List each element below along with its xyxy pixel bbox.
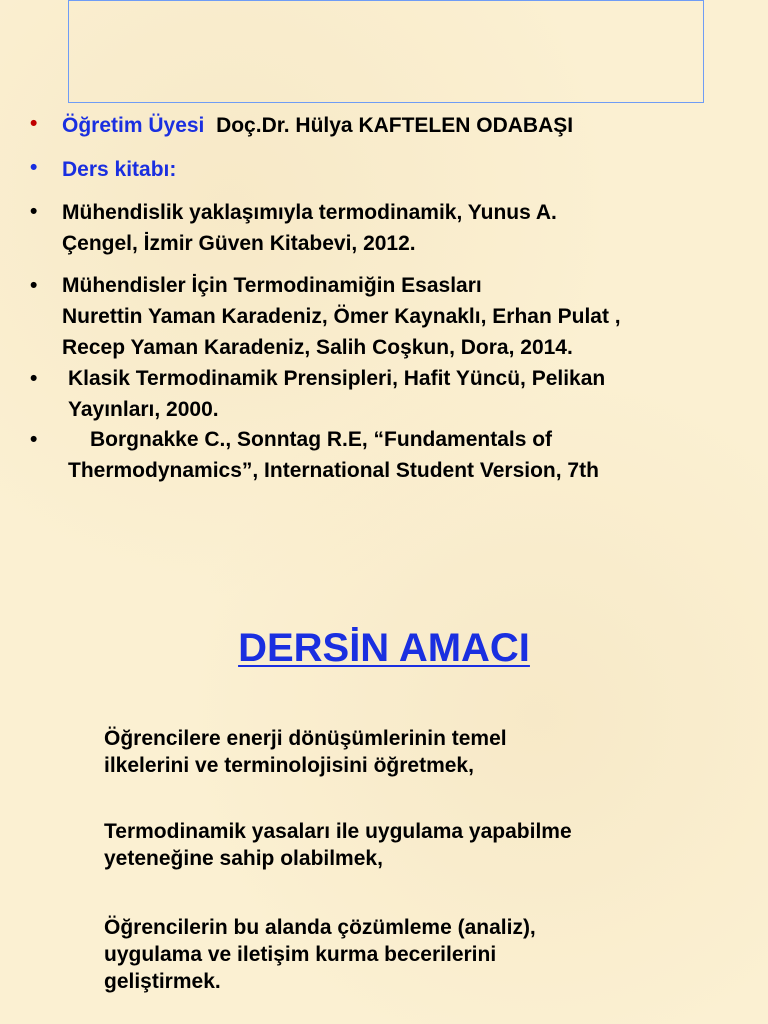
goal-line: yeteneğine sahip olabilmek, bbox=[104, 847, 383, 870]
bullet: • bbox=[30, 156, 38, 179]
instructor-name: Doç.Dr. Hülya KAFTELEN ODABAŞI bbox=[216, 114, 574, 137]
goal-line: Öğrencilere enerji dönüşümlerinin temel bbox=[104, 727, 507, 750]
instructor-label: Öğretim Üyesi bbox=[62, 114, 205, 137]
bullet: • bbox=[30, 367, 38, 390]
bullet: • bbox=[30, 112, 38, 135]
book-line: Mühendisler İçin Termodinamiğin Esasları bbox=[62, 274, 482, 297]
goal-line: ilkelerini ve terminolojisini öğretmek, bbox=[104, 754, 474, 777]
book-line: Yayınları, 2000. bbox=[68, 398, 219, 421]
book-line: Mühendislik yaklaşımıyla termodinamik, Yunus A. bbox=[62, 201, 557, 224]
book-line: Borgnakke C., Sonntag R.E, “Fundamentals of bbox=[90, 428, 553, 451]
textbook-label: Ders kitabı: bbox=[62, 158, 177, 181]
goal-line: Öğrencilerin bu alanda çözümleme (analiz), bbox=[104, 916, 536, 939]
book-line: Çengel, İzmir Güven Kitabevi, 2012. bbox=[62, 232, 416, 255]
book-line: Thermodynamics”, International Student Version, 7th bbox=[68, 459, 599, 482]
bullet: • bbox=[30, 274, 38, 297]
book-2 bbox=[62, 270, 621, 363]
book-line: Recep Yaman Karadeniz, Salih Coşkun, Dora, 2014. bbox=[62, 336, 573, 359]
heading-text: DERSİN AMACI bbox=[238, 626, 530, 670]
book-4 bbox=[68, 424, 599, 486]
goal-line: Termodinamik yasaları ile uygulama yapabilme bbox=[104, 820, 572, 843]
instructor-line bbox=[62, 110, 573, 141]
goal-3 bbox=[104, 914, 536, 995]
goal-line: geliştirmek. bbox=[104, 970, 221, 993]
book-line: Nurettin Yaman Karadeniz, Ömer Kaynaklı, Erhan Pulat , bbox=[62, 305, 621, 328]
goal-2 bbox=[104, 818, 572, 872]
goal-line: uygulama ve iletişim kurma becerilerini bbox=[104, 943, 497, 966]
book-3 bbox=[68, 363, 605, 425]
section-heading bbox=[0, 626, 768, 671]
book-line: Klasik Termodinamik Prensipleri, Hafit Yüncü, Pelikan bbox=[68, 367, 606, 390]
title-placeholder-box bbox=[68, 0, 704, 103]
book-1 bbox=[62, 197, 557, 259]
bullet: • bbox=[30, 428, 38, 451]
bullet: • bbox=[30, 200, 38, 223]
goal-1 bbox=[104, 725, 507, 779]
